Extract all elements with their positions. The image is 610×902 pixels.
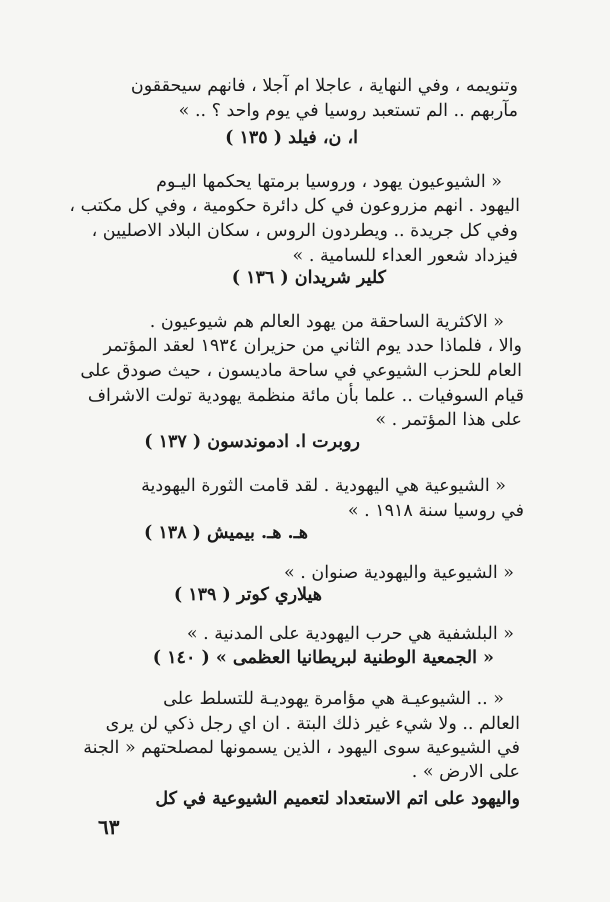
text-line: على هذا المؤتمر . » (375, 410, 522, 430)
text-line: « الاكثرية الساحقة من يهود العالم هم شيوعيون . (149, 312, 504, 332)
quote-author-heading: روبرت ا. ادموندسون ( ١٣٧ ) (144, 432, 360, 452)
text-line: مآربهم .. الم تستعبد روسيا في يوم واحد ؟ .. » (178, 101, 518, 121)
text-line: قيام السوفيات .. علما بأن مائة منظمة يهودية تولت الاشراف (87, 386, 524, 406)
text-line: اليهود . انهم مزروعون في كل دائرة حكومية ، وفي كل مكتب ، (69, 196, 520, 216)
text-line: وتنويمه ، وفي النهاية ، عاجلا ام آجلا ، فانهم سيحققون (130, 76, 518, 96)
page-number: ٦٣ (98, 815, 120, 839)
quote-author-heading: هيلاري كوتر ( ١٣٩ ) (173, 585, 322, 605)
text-line: وفي كل جريدة .. ويطردون الروس ، سكان البلاد الاصليين ، (91, 221, 518, 241)
text-line: والا ، فلماذا حدد يوم الثاني من حزيران ١٩٣٤ لعقد المؤتمر (103, 336, 522, 356)
quote-author-heading: « الجمعية الوطنية لبريطانيا العظمى » ( ١٤٠ ) (152, 648, 494, 668)
text-line: « الشيوعيون يهود ، وروسيا برمتها يحكمها اليـوم (156, 172, 502, 192)
text-line: العام للحزب الشيوعي في ساحة ماديسون ، حيث صودق على (80, 361, 522, 381)
text-line: « الشيوعية واليهودية صنوان . » (284, 563, 514, 583)
text-line: « .. الشيوعيـة هي مؤامرة يهوديـة للتسلط على (163, 689, 504, 709)
quote-author-heading: كلير شريدان ( ١٣٦ ) (231, 268, 386, 288)
text-line: العالم .. ولا شيء غير ذلك البتة . ان اي رجل ذكي لن يرى (105, 714, 520, 734)
text-line: على الارض » . (411, 762, 520, 782)
text-line: واليهود على اتم الاستعداد لتعميم الشيوعية في كل (155, 789, 520, 809)
text-line: « الشيوعية هي اليهودية . لقد قامت الثورة اليهودية (141, 476, 506, 496)
quote-author-heading: هـ. هـ. بيميش ( ١٣٨ ) (144, 523, 308, 543)
text-line: في الشيوعية سوى اليهود ، الذين يسمونها لمصلحتهم « الجنة (83, 738, 520, 758)
text-line: في روسيا سنة ١٩١٨ . » (347, 501, 524, 521)
text-line: « البلشفية هي حرب اليهودية على المدنية . » (186, 624, 514, 644)
text-line: فيزداد شعور العداء للسامية . » (292, 246, 518, 266)
quote-author-heading: ا، ن، فيلد ( ١٣٥ ) (225, 128, 358, 148)
